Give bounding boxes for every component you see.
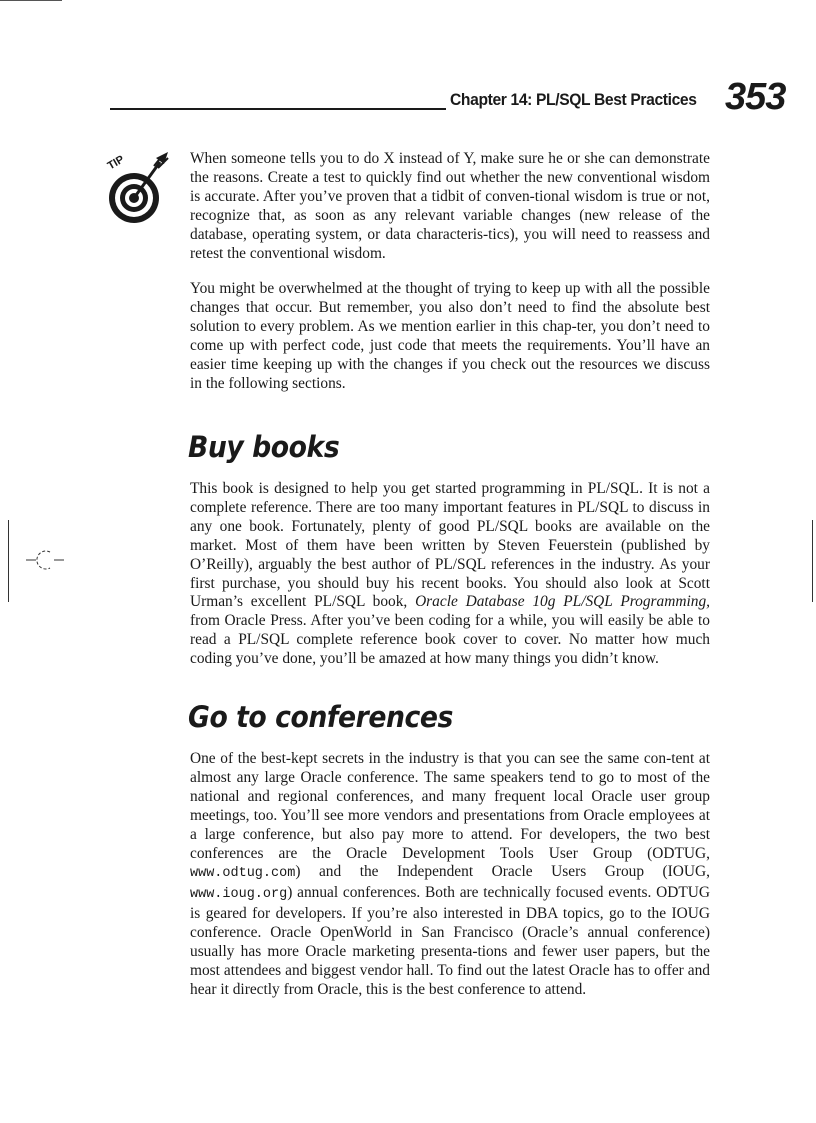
crop-mark-left <box>8 520 9 602</box>
buy-books-text-1: This book is designed to help you get started programming in PL/SQL. It is not a complete reference. There are too many important features in PL/SQL to discuss in any one book. Fortunately, plenty of good PL/SQL books are available on the market. Most of them have been written by Steven Feuerstein (published by O’Reilly), arguably the best author of PL/SQL references in the industry. As your first purchase, you should buy his recent books. You should also look at Scott Urman’s excellent PL/SQL book, <box>190 480 710 611</box>
buy-books-paragraph <box>190 480 710 669</box>
registration-mark-icon <box>26 548 66 572</box>
intro-paragraph: You might be overwhelmed at the thought of trying to keep up with all the possible changes that occur. But remember, you also don’t need to find the absolute best solution to every problem. As we mention earlier in this chap-ter, you don’t need to come up with perfect code, just code that meets the requirements. You’ll have an easier time keeping up with the changes if you check out the resources we discuss in the following sections. <box>190 280 710 392</box>
section-heading-buy-books: Buy books <box>188 430 340 464</box>
header-rule <box>110 108 446 110</box>
conferences-text-3: ) annual conferences. Both are technically focused events. ODTUG is geared for developers. If you’re also interested in DBA topics, go to the IOUG conference. Oracle OpenWorld in San Francisco (Oracle’s annual conference) usually has more Oracle marketing presenta-tions and fewer user papers, but the most attendees and biggest vendor hall. To find out the latest Oracle has to offer and hear it directly from Oracle, this is the best conference to attend. <box>190 884 710 998</box>
section-heading-conferences: Go to conferences <box>188 700 453 734</box>
chapter-title: Chapter 14: PL/SQL Best Practices <box>450 90 697 109</box>
conferences-text-2: ) and the Independent Oracle Users Group (IOUG, <box>295 863 710 881</box>
running-header <box>110 76 790 116</box>
conferences-paragraph <box>190 750 710 1000</box>
ioug-url: www.ioug.org <box>190 887 288 903</box>
crop-mark-right <box>812 520 813 602</box>
crop-mark-top <box>0 0 62 1</box>
conferences-text-1: One of the best-kept secrets in the industry is that you can see the same con-tent at almost any large Oracle conference. The same speakers tend to go to most of the national and regional conferences, and many frequent local Oracle user group meetings, too. You’ll see more vendors and presentations from Oracle employees at a large conference, but also pay more to attend. For developers, the two best conferences are the Oracle Development Tools User Group (ODTUG, <box>190 750 710 862</box>
buy-books-text-2: from Oracle Press. After you’ve been coding for a while, you will easily be able to read a PL/SQL complete reference book cover to cover. No matter how much coding you’ve done, you’ll be amazed at how many things you didn’t know. <box>190 612 710 668</box>
tip-paragraph: When someone tells you to do X instead of Y, make sure he or she can demonstrate the reasons. Create a test to quickly find out whether the new conventional wisdom is accurate. After you’ve proven that a tidbit of conven-tional wisdom is true or not, recognize that, as soon as any relevant variable changes (new release of the database, operating system, or data characteris-tics), you will need to reassess and retest the conventional wisdom. <box>190 150 710 262</box>
book-title: Oracle Database 10g PL/SQL Programming, <box>415 593 710 611</box>
svg-text:TIP: TIP <box>106 153 127 173</box>
odtug-url: www.odtug.com <box>190 866 296 882</box>
tip-target-icon <box>106 150 172 232</box>
page-number: 353 <box>725 76 786 118</box>
